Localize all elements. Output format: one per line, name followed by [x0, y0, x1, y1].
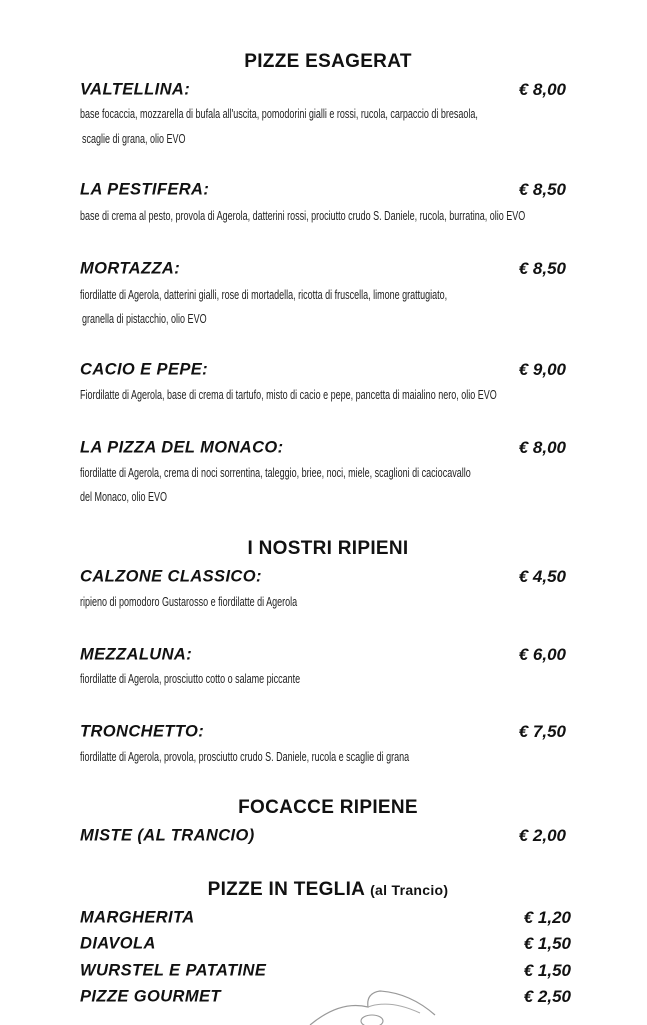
section-subtitle: (al Trancio) — [370, 882, 449, 898]
section-heading — [0, 797, 647, 819]
menu-item-name: WURSTEL E PATATINE — [80, 961, 267, 980]
menu-item-description: fiordilatte di Agerola, crema di noci sorrentina, taleggio, briee, noci, miele, scaglioni di caciocavallo — [80, 466, 471, 480]
menu-item-name: VALTELLINA: — [80, 80, 191, 99]
menu-item-price: € 4,50 — [518, 567, 566, 586]
menu-item-price: € 8,00 — [518, 80, 566, 99]
menu-item-description: fiordilatte di Agerola, datterini gialli, rose di mortadella, ricotta di fruscella, limone grattugiato, — [80, 288, 448, 302]
menu-item-name: CALZONE CLASSICO: — [80, 567, 262, 586]
menu-item-description: fiordilatte di Agerola, provola, prosciutto crudo S. Daniele, rucola e scaglie di grana — [80, 750, 410, 764]
menu-item-description: Fiordilatte di Agerola, base di crema di tartufo, misto di cacio e pepe, pancetta di maialino nero, olio EVO — [80, 388, 497, 402]
section-title: FOCACCE RIPIENE — [238, 797, 418, 818]
menu-item-name: MEZZALUNA: — [80, 645, 193, 664]
menu-item-description: fiordilatte di Agerola, prosciutto cotto o salame piccante — [80, 672, 301, 686]
section-heading — [0, 879, 647, 901]
menu-item-price: € 2,50 — [523, 987, 571, 1006]
menu-item-price: € 1,50 — [523, 934, 571, 953]
menu-item-name: PIZZE GOURMET — [80, 987, 221, 1006]
pizza-sketch-icon — [300, 985, 440, 1025]
menu-item-price: € 8,50 — [518, 259, 566, 278]
menu-item-name: LA PIZZA DEL MONACO: — [80, 438, 284, 457]
menu-item-description: base di crema al pesto, provola di Agerola, datterini rossi, prociutto crudo S. Daniele, rucola, burratina, olio EVO — [80, 209, 526, 223]
menu-item-price: € 8,50 — [518, 180, 566, 199]
menu-item-description: base focaccia, mozzarella di bufala all'uscita, pomodorini gialli e rossi, rucola, carpaccio di bresaola, — [80, 107, 478, 121]
menu-item-description: granella di pistacchio, olio EVO — [82, 312, 207, 326]
menu-item-name: MORTAZZA: — [80, 259, 181, 278]
menu-item-price: € 6,00 — [518, 645, 566, 664]
section-heading — [0, 538, 647, 560]
menu-item-description: del Monaco, olio EVO — [80, 490, 168, 504]
menu-item-name: CACIO E PEPE: — [80, 360, 209, 379]
menu-item-price: € 1,20 — [523, 908, 571, 927]
menu-item-name: MARGHERITA — [80, 908, 195, 927]
menu-item-name: LA PESTIFERA: — [80, 180, 210, 199]
menu-item-name: MISTE (AL TRANCIO) — [80, 826, 255, 845]
menu-item-price: € 1,50 — [523, 961, 571, 980]
menu-item-description: ripieno di pomodoro Gustarosso e fiordilatte di Agerola — [80, 595, 298, 609]
section-title: PIZZE IN TEGLIA — [207, 879, 365, 900]
menu-item-price: € 7,50 — [518, 722, 566, 741]
section-title: I NOSTRI RIPIENI — [247, 538, 409, 559]
menu-item-price: € 8,00 — [518, 438, 566, 457]
menu-item-name: TRONCHETTO: — [80, 722, 205, 741]
menu-item-description: scaglie di grana, olio EVO — [82, 132, 186, 146]
menu-item-name: DIAVOLA — [80, 934, 156, 953]
section-heading — [0, 51, 647, 73]
menu-item-price: € 2,00 — [518, 826, 566, 845]
menu-item-price: € 9,00 — [518, 360, 566, 379]
section-title: PIZZE ESAGERAT — [244, 51, 412, 72]
